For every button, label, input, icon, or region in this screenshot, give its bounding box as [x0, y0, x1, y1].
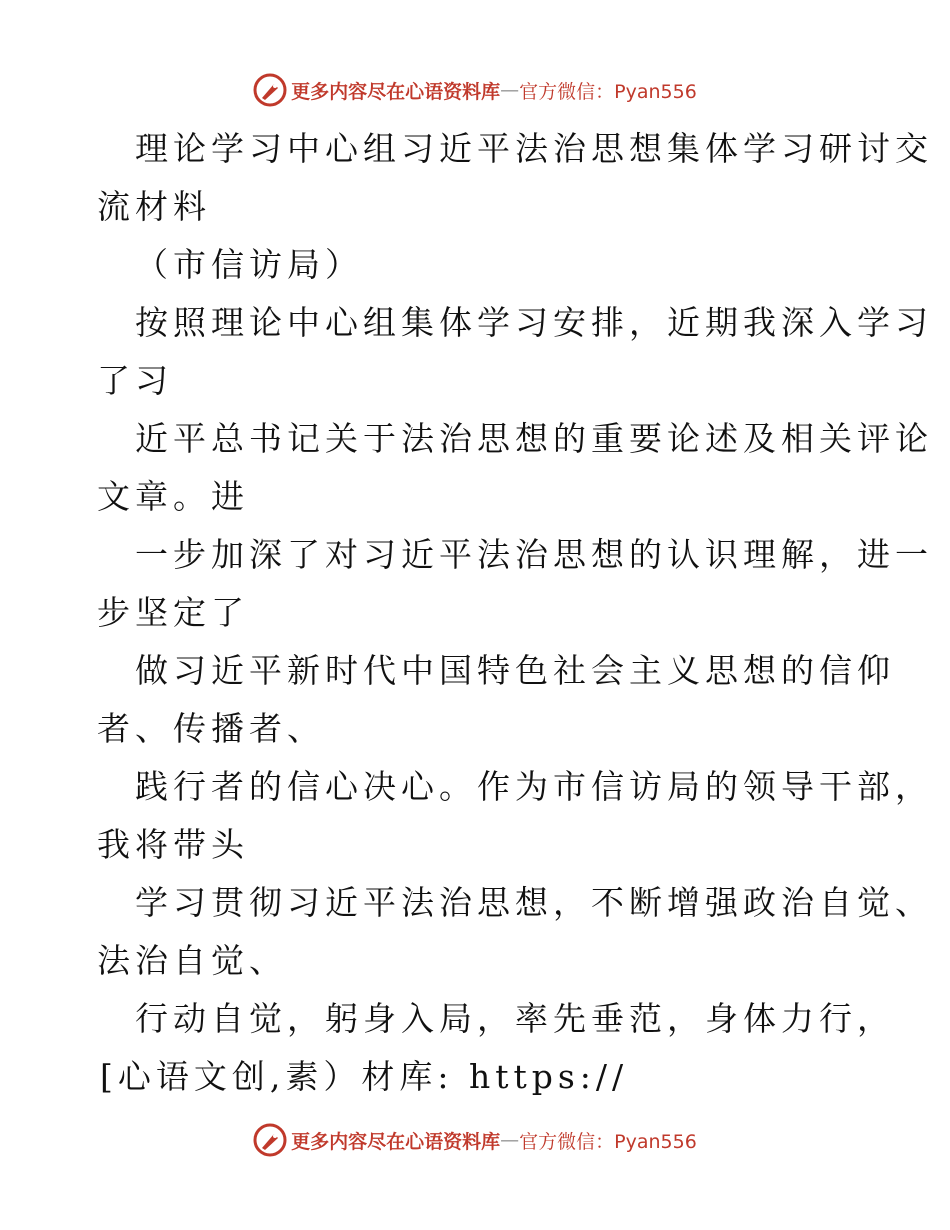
pen-nib-logo-icon [253, 1123, 287, 1157]
paragraph-line: 近平总书记关于法治思想的重要论述及相关评论 [135, 419, 933, 458]
title-line-1: 理论学习中心组习近平法治思想集体学习研讨交 [135, 129, 933, 168]
wechat-label: 官方微信：Pyan556 [519, 1130, 697, 1153]
banner-text: 更多内容尽在心语资料库 [291, 80, 501, 103]
paragraph-line: 学习贯彻习近平法治思想，不断增强政治自觉、 [135, 883, 933, 922]
paragraph-line: 文章。进 [97, 477, 249, 516]
paragraph-line: 行动自觉，躬身入局，率先垂范，身体力行， [135, 999, 895, 1038]
footer-banner [0, 1120, 950, 1160]
paragraph-line-url: [心语文创,素）材库: https:// [100, 1057, 629, 1096]
subtitle-department: （市信访局） [135, 245, 363, 284]
banner-separator: — [500, 1129, 520, 1151]
title-line-2: 流材料 [97, 187, 211, 226]
paragraph-line: 做习近平新时代中国特色社会主义思想的信仰 [135, 651, 895, 690]
banner-separator: — [500, 79, 520, 101]
wechat-label: 官方微信：Pyan556 [519, 80, 697, 103]
banner-text: 更多内容尽在心语资料库 [291, 1130, 501, 1153]
paragraph-line: 法治自觉、 [97, 941, 287, 980]
paragraph-line: 我将带头 [97, 825, 249, 864]
paragraph-line: 了习 [97, 361, 173, 400]
paragraph-line: 一步加深了对习近平法治思想的认识理解，进一 [135, 535, 933, 574]
paragraph-line: 者、传播者、 [97, 709, 325, 748]
paragraph-line: 按照理论中心组集体学习安排，近期我深入学习 [135, 303, 933, 342]
pen-nib-logo-icon [253, 73, 287, 107]
paragraph-line: 步坚定了 [97, 593, 249, 632]
paragraph-line: 践行者的信心决心。作为市信访局的领导干部， [135, 767, 933, 806]
header-banner [0, 70, 950, 110]
